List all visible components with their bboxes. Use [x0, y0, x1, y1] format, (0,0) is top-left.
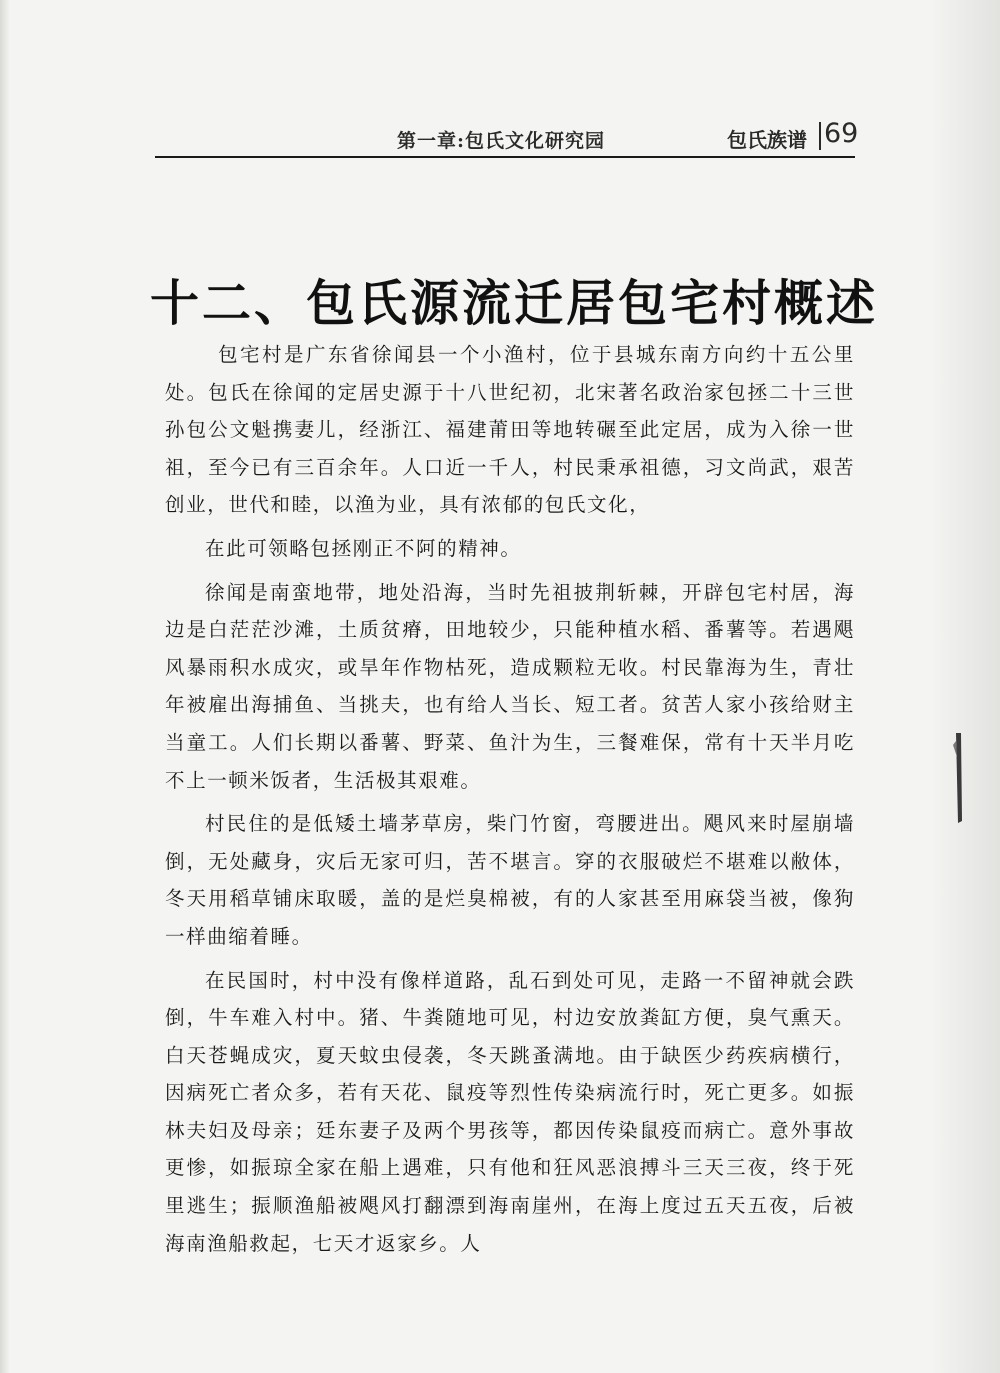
- book-title-label: 包氏族谱: [727, 128, 807, 152]
- chapter-label: 第一章:包氏文化研究园: [397, 130, 606, 152]
- page-number-separator: [819, 122, 821, 150]
- body-text: [165, 336, 855, 1268]
- paragraph-1: 包宅村是广东省徐闻县一个小渔村，位于县城东南方向约十五公里处。包氏在徐闻的定居史源于十八世纪初，北宋著名政治家包拯二十三世孙包公文魁携妻儿，经浙江、福建莆田等地转碾至此定居，成为入徐一世祖，至今已有三百余年。人口近一千人，村民秉承祖德，习文尚武，艰苦创业，世代和睦，以渔为业，具有浓郁的包氏文化，: [165, 343, 855, 517]
- paragraph-4: 村民住的是低矮土墙茅草房，柴门竹窗，弯腰进出。飓风来时屋崩墙倒，无处藏身，灾后无家可归，苦不堪言。穿的衣服破烂不堪难以敝体，冬天用稻草铺床取暖，盖的是烂臭棉被，有的人家甚至用麻袋当被，像狗一样曲缩着睡。: [165, 812, 855, 948]
- scan-edge-shadow-left: [0, 0, 10, 1373]
- paragraph-5: 在民国时，村中没有像样道路，乱石到处可见，走路一不留神就会跌倒，牛车难入村中。猪、牛粪随地可见，村边安放粪缸方便，臭气熏天。白天苍蝇成灾，夏天蚊虫侵袭，冬天跳蚤满地。由于缺医少药疾病横行，因病死亡者众多，若有天花、鼠疫等烈性传染病流行时，死亡更多。如振林夫妇及母亲；廷东妻子及两个男孩等，都因传染鼠疫而病亡。意外事故更惨，如振琼全家在船上遇难，只有他和狂风恶浪搏斗三天三夜，终于死里逃生；振顺渔船被飓风打翻漂到海南崖州，在海上度过五天五夜，后被海南渔船救起，七天才返家乡。人: [165, 968, 855, 1255]
- scan-edge-mark: [952, 733, 964, 823]
- paragraph-2: 在此可领略包拯刚正不阿的精神。: [205, 536, 522, 560]
- section-title: 十二、包氏源流迁居包宅村概述: [150, 273, 879, 332]
- scan-edge-shadow-right: [930, 0, 1000, 1373]
- header-rule: [155, 156, 855, 158]
- paragraph-3: 徐闻是南蛮地带，地处沿海，当时先祖披荆斩棘，开辟包宅村居，海边是白茫茫沙滩，土质贫瘠，田地较少，只能种植水稻、番薯等。若遇飓风暴雨积水成灾，或旱年作物枯死，造成颗粒无收。村民靠海为生，青壮年被雇出海捕鱼、当挑夫，也有给人当长、短工者。贫苦人家小孩给财主当童工。人们长期以番薯、野菜、鱼汁为生，三餐难保，常有十天半月吃不上一顿米饭者，生活极其艰难。: [165, 580, 855, 792]
- page-number: 69: [824, 118, 859, 149]
- running-header: [155, 118, 859, 158]
